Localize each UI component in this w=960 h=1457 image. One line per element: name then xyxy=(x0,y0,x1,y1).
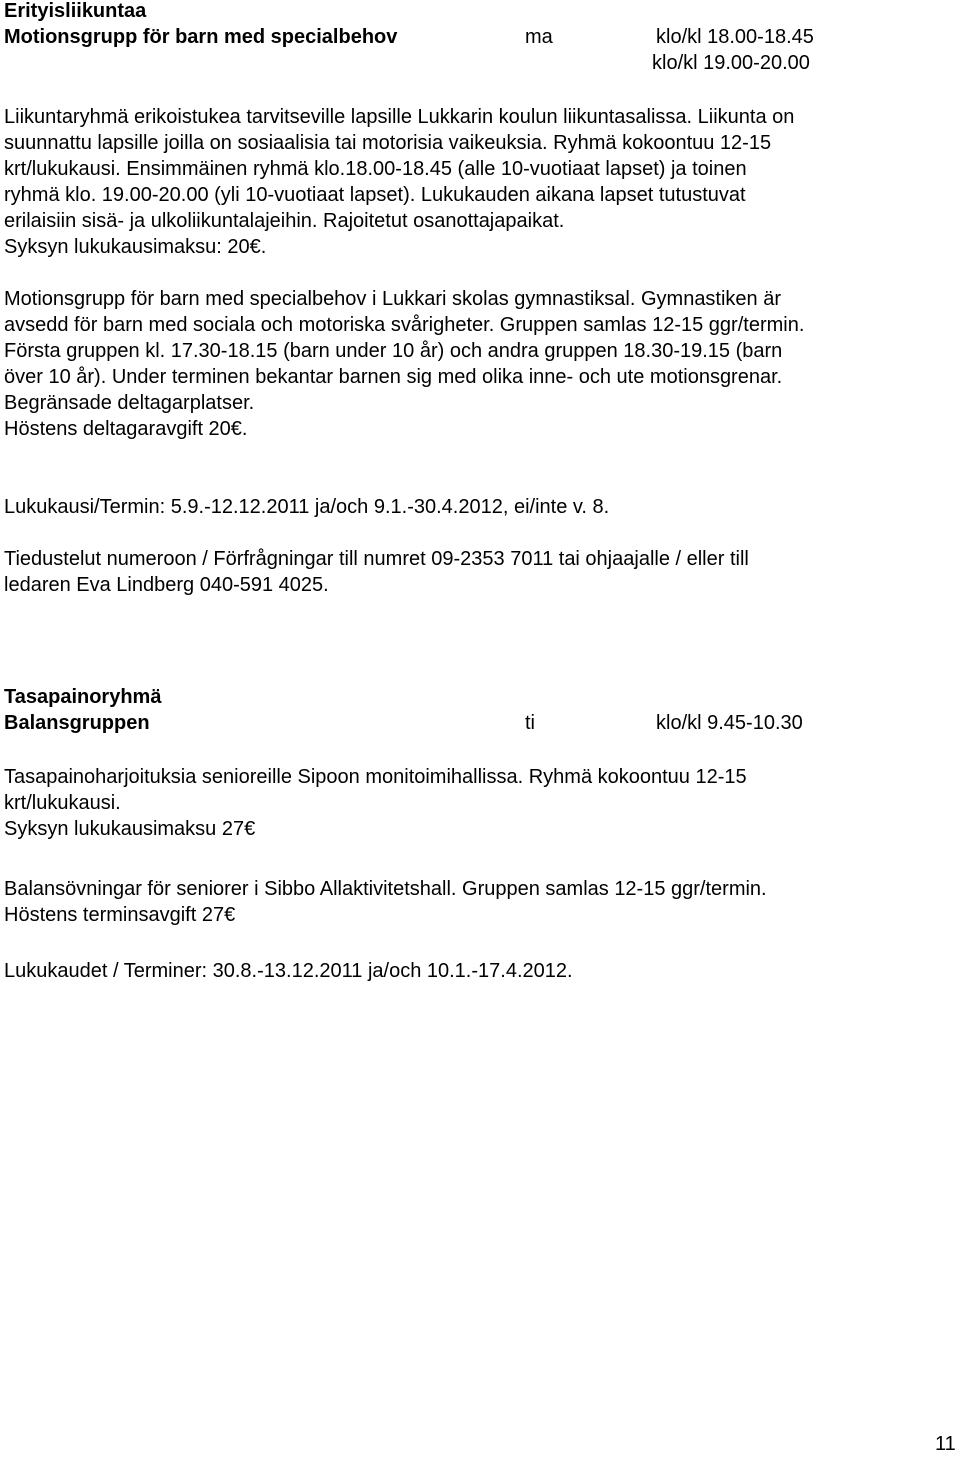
contact-line: ledaren Eva Lindberg 040-591 4025. xyxy=(4,574,329,596)
sv-paragraph-line: Höstens deltagaravgift 20€. xyxy=(4,418,248,440)
sv-paragraph-line: Första gruppen kl. 17.30-18.15 (barn under 10 år) och andra gruppen 18.30-19.15 (barn xyxy=(4,340,783,362)
section-heading-erityisliikuntaa: Erityisliikuntaa xyxy=(4,0,147,22)
sv-paragraph-line: Motionsgrupp för barn med specialbehov i Lukkari skolas gymnastiksal. Gymnastiken är xyxy=(4,288,782,310)
group-name: Balansgruppen xyxy=(4,712,150,734)
group-title-row-balansgruppen xyxy=(4,710,904,736)
fi-paragraph-line: Syksyn lukukausimaksu: 20€. xyxy=(4,236,267,258)
group-time: klo/kl 9.45-10.30 xyxy=(656,712,803,734)
group-title-row-motionsgrupp xyxy=(4,24,904,50)
fi-paragraph-line: Liikuntaryhmä erikoistukea tarvitseville lapsille Lukkarin koulun liikuntasalissa. Liikunta on xyxy=(4,106,795,128)
sv-paragraph-line: Höstens terminsavgift 27€ xyxy=(4,904,236,926)
group-time-2: klo/kl 19.00-20.00 xyxy=(652,52,810,74)
section-heading-tasapainoryhma: Tasapainoryhmä xyxy=(4,686,162,708)
fi-paragraph-line: suunnattu lapsille joilla on sosiaalisia tai motorisia vaikeuksia. Ryhmä kokoontuu 12-15 xyxy=(4,132,772,154)
sv-paragraph-line: avsedd för barn med sociala och motoriska svårigheter. Gruppen samlas 12-15 ggr/termin. xyxy=(4,314,805,336)
group-day: ma xyxy=(525,26,553,48)
term-dates: Lukukausi/Termin: 5.9.-12.12.2011 ja/och 9.1.-30.4.2012, ei/inte v. 8. xyxy=(4,496,610,518)
sv-paragraph-line: Balansövningar för seniorer i Sibbo Allaktivitetshall. Gruppen samlas 12-15 ggr/termin. xyxy=(4,878,767,900)
fi-paragraph-line: Syksyn lukukausimaksu 27€ xyxy=(4,818,256,840)
group-day: ti xyxy=(525,712,535,734)
sv-paragraph-line: över 10 år). Under terminen bekantar barnen sig med olika inne- och ute motionsgrenar. xyxy=(4,366,783,388)
group-time-1: klo/kl 18.00-18.45 xyxy=(656,26,814,48)
group-name: Motionsgrupp för barn med specialbehov xyxy=(4,26,398,48)
contact-line: Tiedustelut numeroon / Förfrågningar till numret 09-2353 7011 tai ohjaajalle / eller till xyxy=(4,548,749,570)
fi-paragraph-line: krt/lukukausi. Ensimmäinen ryhmä klo.18.00-18.45 (alle 10-vuotiaat lapset) ja toinen xyxy=(4,158,747,180)
fi-paragraph-line: Tasapainoharjoituksia senioreille Sipoon monitoimihallissa. Ryhmä kokoontuu 12-15 xyxy=(4,766,747,788)
term-dates: Lukukaudet / Terminer: 30.8.-13.12.2011 ja/och 10.1.-17.4.2012. xyxy=(4,960,573,982)
fi-paragraph-line: ryhmä klo. 19.00-20.00 (yli 10-vuotiaat lapset). Lukukauden aikana lapset tutustuvat xyxy=(4,184,746,206)
page-number: 11 xyxy=(935,1433,956,1455)
fi-paragraph-line: krt/lukukausi. xyxy=(4,792,121,814)
fi-paragraph-line: erilaisiin sisä- ja ulkoliikuntalajeihin. Rajoitetut osanottajapaikat. xyxy=(4,210,565,232)
sv-paragraph-line: Begränsade deltagarplatser. xyxy=(4,392,255,414)
